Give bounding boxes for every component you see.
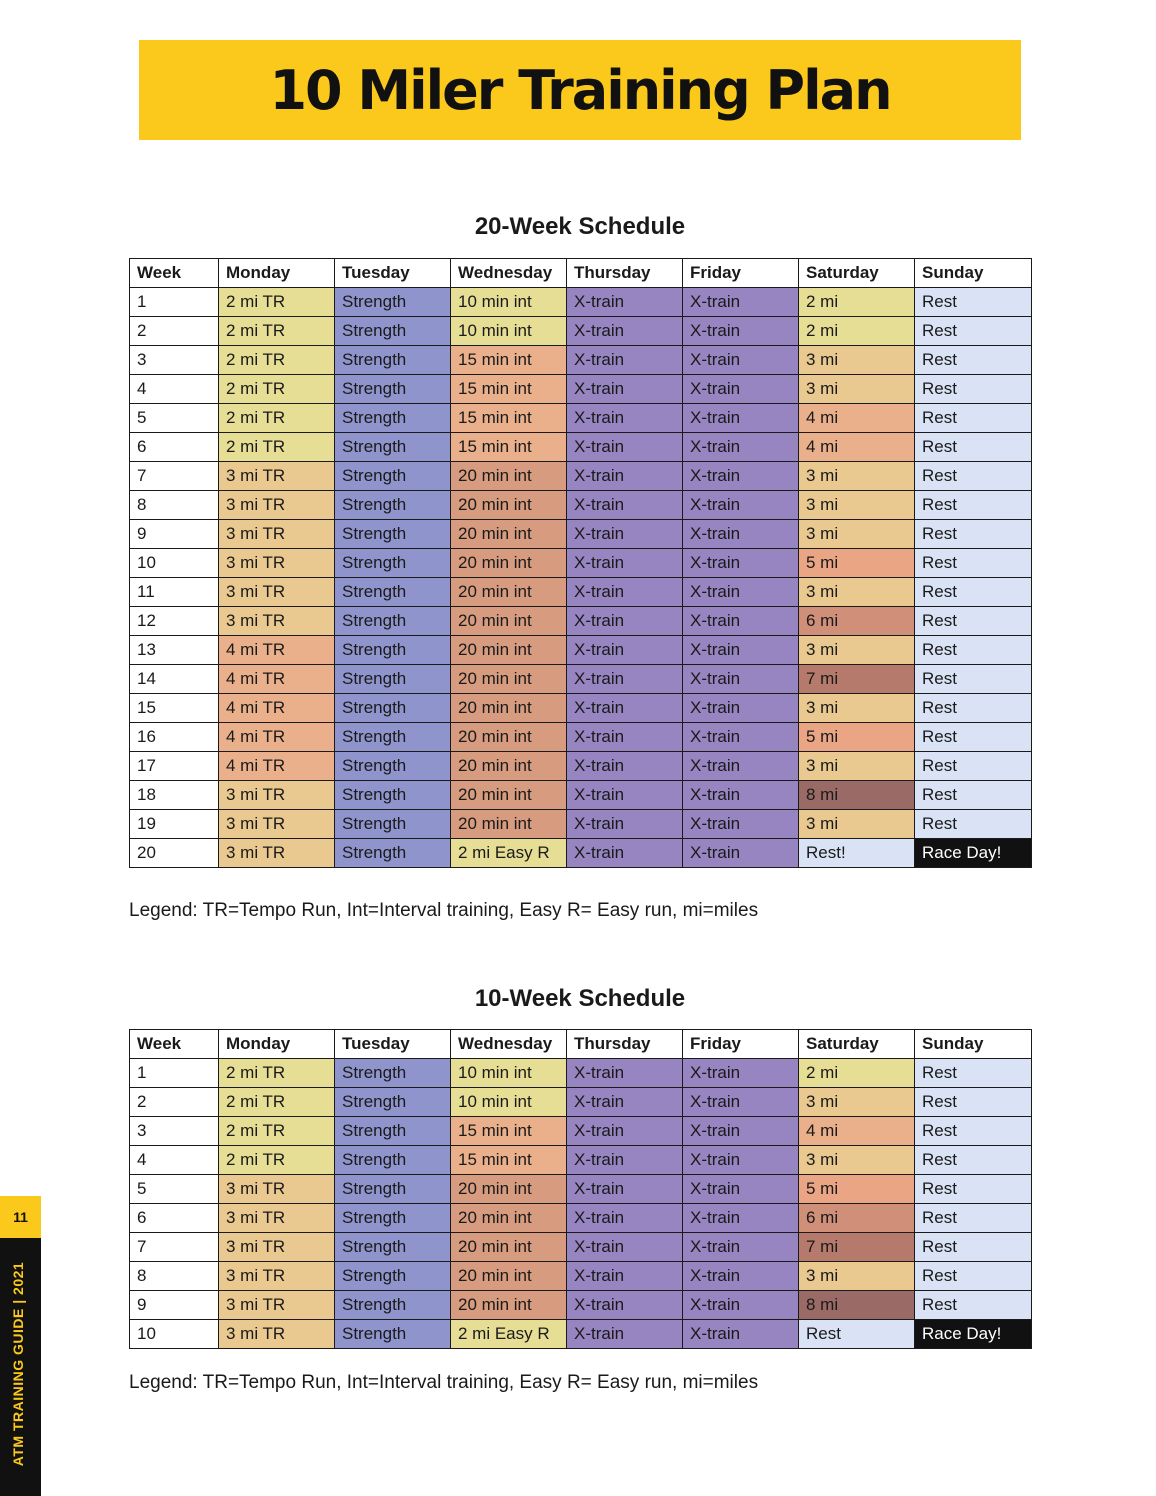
- cell-thursday: X-train: [567, 636, 683, 665]
- side-label: ATM TRAINING GUIDE | 2021: [10, 1261, 26, 1467]
- cell-monday: 2 mi TR: [219, 1059, 335, 1088]
- cell-monday: 2 mi TR: [219, 375, 335, 404]
- cell-thursday: X-train: [567, 810, 683, 839]
- schedule-10-legend: Legend: TR=Tempo Run, Int=Interval training, Easy R= Easy run, mi=miles: [129, 1372, 759, 1393]
- cell-thursday: X-train: [567, 1059, 683, 1088]
- cell-sunday: Rest: [915, 317, 1032, 346]
- cell-friday: X-train: [683, 1146, 799, 1175]
- cell-sunday: Rest: [915, 491, 1032, 520]
- cell-wednesday: 20 min int: [451, 752, 567, 781]
- table-row: [130, 1146, 1032, 1175]
- cell-sunday: Rest: [915, 1117, 1032, 1146]
- cell-saturday: 4 mi: [799, 1117, 915, 1146]
- cell-tuesday: Strength: [335, 491, 451, 520]
- table-row: [130, 607, 1032, 636]
- cell-thursday: X-train: [567, 462, 683, 491]
- cell-wednesday: 20 min int: [451, 578, 567, 607]
- header-sunday: Sunday: [915, 259, 1032, 288]
- table-row: [130, 1059, 1032, 1088]
- cell-wednesday: 20 min int: [451, 1175, 567, 1204]
- table-row: [130, 839, 1032, 868]
- week-cell: 8: [130, 491, 219, 520]
- cell-saturday: 4 mi: [799, 433, 915, 462]
- cell-monday: 3 mi TR: [219, 462, 335, 491]
- cell-sunday: Rest: [915, 607, 1032, 636]
- header-thursday: Thursday: [567, 259, 683, 288]
- cell-friday: X-train: [683, 288, 799, 317]
- cell-friday: X-train: [683, 839, 799, 868]
- cell-sunday: Rest: [915, 781, 1032, 810]
- cell-tuesday: Strength: [335, 462, 451, 491]
- cell-saturday: 5 mi: [799, 549, 915, 578]
- cell-wednesday: 20 min int: [451, 1204, 567, 1233]
- cell-sunday: Rest: [915, 346, 1032, 375]
- cell-wednesday: 2 mi Easy R: [451, 1320, 567, 1349]
- table-row: [130, 1291, 1032, 1320]
- title-banner: [139, 40, 1021, 140]
- cell-sunday: Rest: [915, 1291, 1032, 1320]
- cell-wednesday: 15 min int: [451, 433, 567, 462]
- cell-sunday: Rest: [915, 1088, 1032, 1117]
- week-cell: 5: [130, 404, 219, 433]
- cell-saturday: 3 mi: [799, 636, 915, 665]
- cell-monday: 2 mi TR: [219, 433, 335, 462]
- cell-saturday: 6 mi: [799, 1204, 915, 1233]
- cell-thursday: X-train: [567, 1291, 683, 1320]
- cell-monday: 2 mi TR: [219, 1088, 335, 1117]
- week-cell: 10: [130, 1320, 219, 1349]
- cell-sunday: Rest: [915, 578, 1032, 607]
- table-row: [130, 433, 1032, 462]
- cell-tuesday: Strength: [335, 752, 451, 781]
- cell-friday: X-train: [683, 781, 799, 810]
- table-row: [130, 1088, 1032, 1117]
- cell-wednesday: 20 min int: [451, 781, 567, 810]
- table-row: [130, 1320, 1032, 1349]
- cell-saturday: 3 mi: [799, 1088, 915, 1117]
- cell-friday: X-train: [683, 1291, 799, 1320]
- cell-monday: 3 mi TR: [219, 810, 335, 839]
- cell-tuesday: Strength: [335, 578, 451, 607]
- cell-tuesday: Strength: [335, 433, 451, 462]
- cell-sunday: Rest: [915, 694, 1032, 723]
- cell-sunday: Rest: [915, 636, 1032, 665]
- cell-tuesday: Strength: [335, 317, 451, 346]
- cell-saturday: 3 mi: [799, 810, 915, 839]
- cell-wednesday: 20 min int: [451, 1262, 567, 1291]
- cell-sunday: Race Day!: [915, 1320, 1032, 1349]
- cell-wednesday: 2 mi Easy R: [451, 839, 567, 868]
- cell-sunday: Rest: [915, 1204, 1032, 1233]
- table-row: [130, 578, 1032, 607]
- cell-sunday: Rest: [915, 1146, 1032, 1175]
- cell-tuesday: Strength: [335, 694, 451, 723]
- cell-friday: X-train: [683, 433, 799, 462]
- header-sunday: Sunday: [915, 1030, 1032, 1059]
- cell-saturday: 3 mi: [799, 694, 915, 723]
- cell-thursday: X-train: [567, 1233, 683, 1262]
- page-number: 11: [0, 1196, 41, 1238]
- table-row: [130, 491, 1032, 520]
- table-row: [130, 665, 1032, 694]
- cell-thursday: X-train: [567, 375, 683, 404]
- cell-monday: 3 mi TR: [219, 1320, 335, 1349]
- cell-friday: X-train: [683, 491, 799, 520]
- cell-saturday: Rest: [799, 1320, 915, 1349]
- table-row: [130, 404, 1032, 433]
- cell-tuesday: Strength: [335, 1204, 451, 1233]
- cell-monday: 3 mi TR: [219, 520, 335, 549]
- cell-tuesday: Strength: [335, 1262, 451, 1291]
- cell-thursday: X-train: [567, 1117, 683, 1146]
- cell-wednesday: 15 min int: [451, 1146, 567, 1175]
- cell-thursday: X-train: [567, 1320, 683, 1349]
- cell-friday: X-train: [683, 752, 799, 781]
- table-row: [130, 1175, 1032, 1204]
- week-cell: 3: [130, 1117, 219, 1146]
- cell-friday: X-train: [683, 578, 799, 607]
- schedule-10-title: 10-Week Schedule: [474, 985, 686, 1012]
- week-cell: 8: [130, 1262, 219, 1291]
- cell-friday: X-train: [683, 549, 799, 578]
- header-wednesday: Wednesday: [451, 259, 567, 288]
- cell-sunday: Rest: [915, 1262, 1032, 1291]
- cell-sunday: Rest: [915, 404, 1032, 433]
- cell-tuesday: Strength: [335, 665, 451, 694]
- cell-friday: X-train: [683, 1204, 799, 1233]
- schedule-10-table: [129, 1029, 1032, 1349]
- cell-monday: 2 mi TR: [219, 288, 335, 317]
- table-row: [130, 346, 1032, 375]
- cell-saturday: 2 mi: [799, 317, 915, 346]
- cell-tuesday: Strength: [335, 520, 451, 549]
- cell-tuesday: Strength: [335, 375, 451, 404]
- table-row: [130, 288, 1032, 317]
- cell-friday: X-train: [683, 1320, 799, 1349]
- cell-thursday: X-train: [567, 781, 683, 810]
- week-cell: 20: [130, 839, 219, 868]
- cell-sunday: Rest: [915, 520, 1032, 549]
- cell-saturday: 2 mi: [799, 288, 915, 317]
- cell-thursday: X-train: [567, 1204, 683, 1233]
- cell-sunday: Rest: [915, 1059, 1032, 1088]
- cell-friday: X-train: [683, 723, 799, 752]
- cell-friday: X-train: [683, 665, 799, 694]
- cell-thursday: X-train: [567, 549, 683, 578]
- cell-sunday: Rest: [915, 549, 1032, 578]
- cell-monday: 4 mi TR: [219, 752, 335, 781]
- table-row: [130, 375, 1032, 404]
- week-cell: 16: [130, 723, 219, 752]
- week-cell: 4: [130, 375, 219, 404]
- cell-friday: X-train: [683, 1262, 799, 1291]
- cell-wednesday: 20 min int: [451, 520, 567, 549]
- cell-saturday: 3 mi: [799, 520, 915, 549]
- cell-tuesday: Strength: [335, 346, 451, 375]
- cell-thursday: X-train: [567, 839, 683, 868]
- cell-monday: 2 mi TR: [219, 1117, 335, 1146]
- cell-wednesday: 20 min int: [451, 549, 567, 578]
- cell-friday: X-train: [683, 1175, 799, 1204]
- cell-wednesday: 20 min int: [451, 491, 567, 520]
- cell-tuesday: Strength: [335, 1233, 451, 1262]
- cell-tuesday: Strength: [335, 1291, 451, 1320]
- table-row: [130, 1262, 1032, 1291]
- cell-saturday: 6 mi: [799, 607, 915, 636]
- cell-monday: 4 mi TR: [219, 694, 335, 723]
- week-cell: 18: [130, 781, 219, 810]
- cell-thursday: X-train: [567, 317, 683, 346]
- cell-tuesday: Strength: [335, 549, 451, 578]
- cell-thursday: X-train: [567, 723, 683, 752]
- cell-wednesday: 20 min int: [451, 723, 567, 752]
- cell-saturday: 7 mi: [799, 665, 915, 694]
- cell-friday: X-train: [683, 1233, 799, 1262]
- week-cell: 4: [130, 1146, 219, 1175]
- header-wednesday: Wednesday: [451, 1030, 567, 1059]
- table-row: [130, 810, 1032, 839]
- cell-wednesday: 20 min int: [451, 810, 567, 839]
- table-row: [130, 462, 1032, 491]
- cell-friday: X-train: [683, 636, 799, 665]
- header-tuesday: Tuesday: [335, 1030, 451, 1059]
- header-row: [130, 1030, 1032, 1059]
- header-thursday: Thursday: [567, 1030, 683, 1059]
- cell-thursday: X-train: [567, 1175, 683, 1204]
- cell-thursday: X-train: [567, 404, 683, 433]
- cell-saturday: 3 mi: [799, 578, 915, 607]
- cell-thursday: X-train: [567, 1262, 683, 1291]
- cell-saturday: 3 mi: [799, 491, 915, 520]
- cell-wednesday: 20 min int: [451, 665, 567, 694]
- cell-sunday: Rest: [915, 288, 1032, 317]
- cell-thursday: X-train: [567, 1146, 683, 1175]
- cell-friday: X-train: [683, 520, 799, 549]
- cell-thursday: X-train: [567, 288, 683, 317]
- header-monday: Monday: [219, 259, 335, 288]
- week-cell: 9: [130, 520, 219, 549]
- cell-thursday: X-train: [567, 607, 683, 636]
- cell-sunday: Rest: [915, 1175, 1032, 1204]
- cell-sunday: Rest: [915, 752, 1032, 781]
- cell-tuesday: Strength: [335, 1146, 451, 1175]
- page-title: 10 Miler Training Plan: [269, 58, 891, 122]
- cell-friday: X-train: [683, 317, 799, 346]
- header-week: Week: [130, 1030, 219, 1059]
- cell-monday: 2 mi TR: [219, 1146, 335, 1175]
- week-cell: 1: [130, 288, 219, 317]
- cell-wednesday: 15 min int: [451, 1117, 567, 1146]
- table-row: [130, 520, 1032, 549]
- cell-tuesday: Strength: [335, 404, 451, 433]
- week-cell: 9: [130, 1291, 219, 1320]
- cell-monday: 3 mi TR: [219, 1233, 335, 1262]
- cell-tuesday: Strength: [335, 607, 451, 636]
- week-cell: 17: [130, 752, 219, 781]
- cell-tuesday: Strength: [335, 781, 451, 810]
- cell-saturday: 3 mi: [799, 752, 915, 781]
- cell-monday: 3 mi TR: [219, 1175, 335, 1204]
- cell-tuesday: Strength: [335, 1175, 451, 1204]
- cell-wednesday: 10 min int: [451, 317, 567, 346]
- cell-saturday: 3 mi: [799, 375, 915, 404]
- cell-saturday: 5 mi: [799, 1175, 915, 1204]
- week-cell: 12: [130, 607, 219, 636]
- cell-saturday: Rest!: [799, 839, 915, 868]
- cell-saturday: 5 mi: [799, 723, 915, 752]
- header-tuesday: Tuesday: [335, 259, 451, 288]
- week-cell: 3: [130, 346, 219, 375]
- cell-monday: 3 mi TR: [219, 839, 335, 868]
- cell-tuesday: Strength: [335, 1059, 451, 1088]
- cell-saturday: 4 mi: [799, 404, 915, 433]
- cell-monday: 4 mi TR: [219, 723, 335, 752]
- table-row: [130, 1117, 1032, 1146]
- cell-sunday: Rest: [915, 1233, 1032, 1262]
- cell-monday: 3 mi TR: [219, 549, 335, 578]
- cell-sunday: Rest: [915, 665, 1032, 694]
- cell-monday: 3 mi TR: [219, 1204, 335, 1233]
- cell-sunday: Rest: [915, 723, 1032, 752]
- cell-thursday: X-train: [567, 694, 683, 723]
- cell-monday: 3 mi TR: [219, 607, 335, 636]
- cell-wednesday: 20 min int: [451, 462, 567, 491]
- cell-tuesday: Strength: [335, 723, 451, 752]
- header-monday: Monday: [219, 1030, 335, 1059]
- cell-saturday: 3 mi: [799, 462, 915, 491]
- cell-friday: X-train: [683, 404, 799, 433]
- cell-saturday: 7 mi: [799, 1233, 915, 1262]
- cell-saturday: 3 mi: [799, 1146, 915, 1175]
- cell-tuesday: Strength: [335, 1320, 451, 1349]
- cell-saturday: 3 mi: [799, 346, 915, 375]
- cell-monday: 4 mi TR: [219, 665, 335, 694]
- cell-thursday: X-train: [567, 433, 683, 462]
- week-cell: 6: [130, 1204, 219, 1233]
- week-cell: 5: [130, 1175, 219, 1204]
- cell-sunday: Rest: [915, 462, 1032, 491]
- header-saturday: Saturday: [799, 259, 915, 288]
- cell-friday: X-train: [683, 346, 799, 375]
- table-row: [130, 549, 1032, 578]
- cell-monday: 3 mi TR: [219, 578, 335, 607]
- cell-thursday: X-train: [567, 752, 683, 781]
- cell-sunday: Race Day!: [915, 839, 1032, 868]
- week-cell: 2: [130, 317, 219, 346]
- cell-wednesday: 20 min int: [451, 636, 567, 665]
- header-friday: Friday: [683, 259, 799, 288]
- week-cell: 11: [130, 578, 219, 607]
- cell-wednesday: 10 min int: [451, 1059, 567, 1088]
- cell-thursday: X-train: [567, 1088, 683, 1117]
- header-row: [130, 259, 1032, 288]
- table-row: [130, 781, 1032, 810]
- schedule-20-title: 20-Week Schedule: [474, 213, 686, 240]
- cell-friday: X-train: [683, 607, 799, 636]
- table-row: [130, 317, 1032, 346]
- header-saturday: Saturday: [799, 1030, 915, 1059]
- cell-tuesday: Strength: [335, 1088, 451, 1117]
- cell-monday: 3 mi TR: [219, 491, 335, 520]
- cell-thursday: X-train: [567, 491, 683, 520]
- cell-wednesday: 20 min int: [451, 1291, 567, 1320]
- week-cell: 6: [130, 433, 219, 462]
- table-row: [130, 723, 1032, 752]
- cell-wednesday: 15 min int: [451, 375, 567, 404]
- cell-tuesday: Strength: [335, 810, 451, 839]
- week-cell: 14: [130, 665, 219, 694]
- week-cell: 19: [130, 810, 219, 839]
- cell-wednesday: 15 min int: [451, 346, 567, 375]
- cell-friday: X-train: [683, 462, 799, 491]
- cell-tuesday: Strength: [335, 636, 451, 665]
- cell-sunday: Rest: [915, 433, 1032, 462]
- cell-wednesday: 15 min int: [451, 404, 567, 433]
- cell-tuesday: Strength: [335, 839, 451, 868]
- cell-monday: 3 mi TR: [219, 1291, 335, 1320]
- table-row: [130, 1204, 1032, 1233]
- table-row: [130, 636, 1032, 665]
- table-row: [130, 694, 1032, 723]
- cell-wednesday: 10 min int: [451, 1088, 567, 1117]
- week-cell: 15: [130, 694, 219, 723]
- cell-wednesday: 20 min int: [451, 1233, 567, 1262]
- week-cell: 1: [130, 1059, 219, 1088]
- cell-saturday: 8 mi: [799, 781, 915, 810]
- cell-saturday: 2 mi: [799, 1059, 915, 1088]
- week-cell: 7: [130, 1233, 219, 1262]
- week-cell: 10: [130, 549, 219, 578]
- schedule-20-table: [129, 258, 1032, 868]
- table-row: [130, 752, 1032, 781]
- cell-friday: X-train: [683, 1088, 799, 1117]
- table-row: [130, 1233, 1032, 1262]
- cell-thursday: X-train: [567, 346, 683, 375]
- cell-monday: 2 mi TR: [219, 346, 335, 375]
- header-week: Week: [130, 259, 219, 288]
- cell-friday: X-train: [683, 1117, 799, 1146]
- cell-saturday: 3 mi: [799, 1262, 915, 1291]
- cell-wednesday: 20 min int: [451, 607, 567, 636]
- cell-thursday: X-train: [567, 665, 683, 694]
- cell-thursday: X-train: [567, 520, 683, 549]
- cell-friday: X-train: [683, 375, 799, 404]
- week-cell: 7: [130, 462, 219, 491]
- header-friday: Friday: [683, 1030, 799, 1059]
- cell-sunday: Rest: [915, 375, 1032, 404]
- cell-monday: 4 mi TR: [219, 636, 335, 665]
- cell-friday: X-train: [683, 810, 799, 839]
- schedule-20-legend: Legend: TR=Tempo Run, Int=Interval training, Easy R= Easy run, mi=miles: [129, 900, 759, 921]
- cell-thursday: X-train: [567, 578, 683, 607]
- cell-saturday: 8 mi: [799, 1291, 915, 1320]
- cell-monday: 2 mi TR: [219, 317, 335, 346]
- cell-wednesday: 20 min int: [451, 694, 567, 723]
- cell-monday: 2 mi TR: [219, 404, 335, 433]
- cell-friday: X-train: [683, 1059, 799, 1088]
- cell-monday: 3 mi TR: [219, 781, 335, 810]
- cell-tuesday: Strength: [335, 288, 451, 317]
- cell-sunday: Rest: [915, 810, 1032, 839]
- cell-friday: X-train: [683, 694, 799, 723]
- cell-tuesday: Strength: [335, 1117, 451, 1146]
- week-cell: 2: [130, 1088, 219, 1117]
- cell-wednesday: 10 min int: [451, 288, 567, 317]
- week-cell: 13: [130, 636, 219, 665]
- cell-monday: 3 mi TR: [219, 1262, 335, 1291]
